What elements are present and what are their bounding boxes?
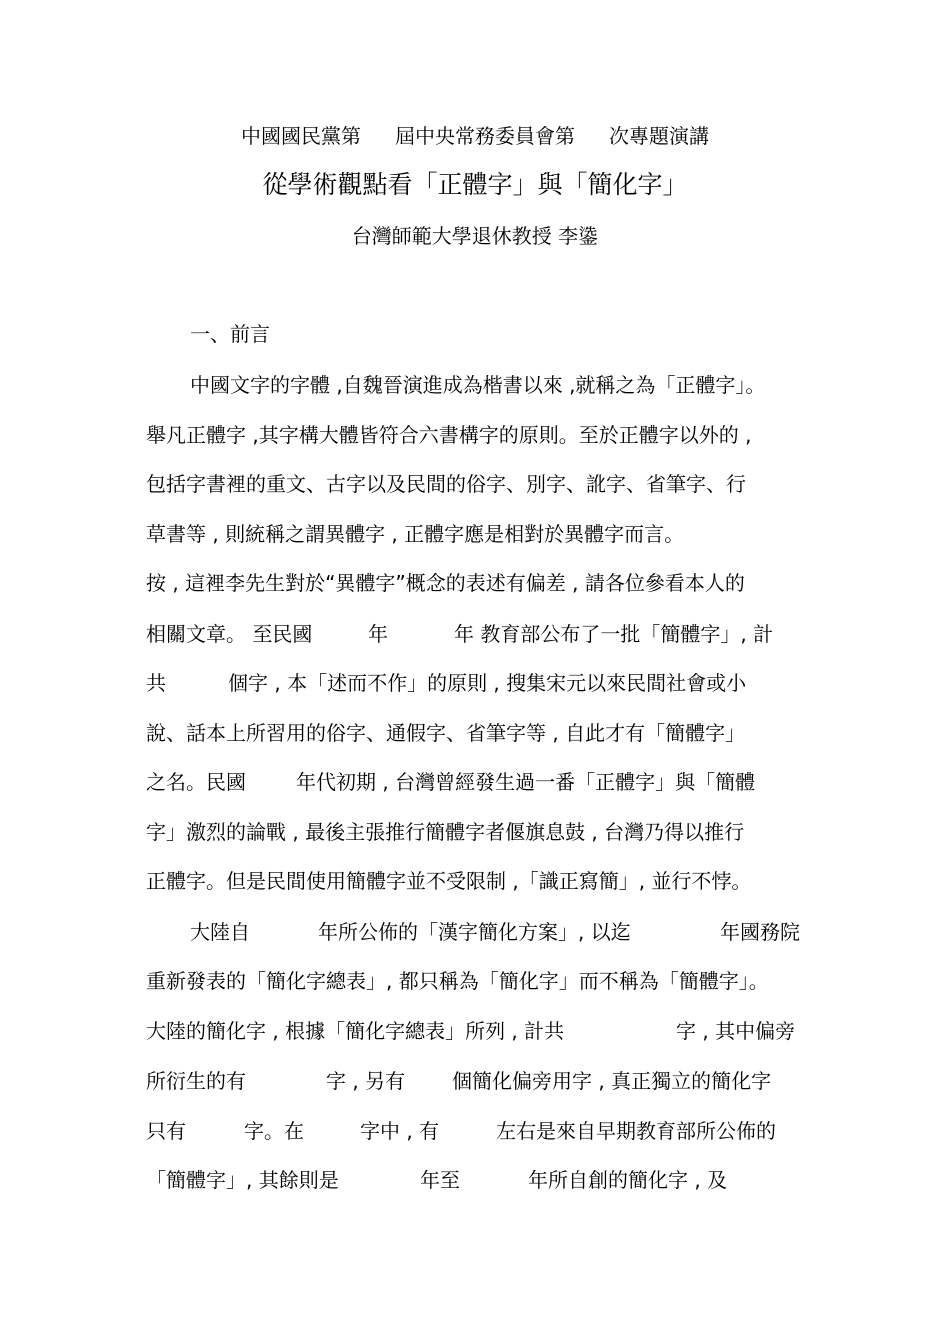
section-heading: 一、前言 [190,322,270,346]
text-segment: 年至 [420,1168,460,1192]
heading-part-3: 次專題演講 [609,124,709,148]
author-line: 台灣師範大學退休教授 李鍌 [351,224,599,248]
heading-part-1: 中國國民黨第 [241,124,361,148]
body-line [146,520,684,548]
text-segment: 年國務院 [720,920,800,944]
text-segment: 相關文章。 至民國 [146,622,313,646]
text-segment: 個字 , 本「述而不作」的原則 , 搜集宋元以來民間社會或小 [228,671,747,695]
lecture-heading [0,122,950,150]
text-segment: 左右是來自早期教育部所公佈的 [496,1119,776,1143]
document-title: 從學術觀點看「正體字」與「簡化字」 [262,170,688,199]
text-segment: 重新發表的「簡化字總表」, 都只稱為「簡化字」而不稱為「簡體字」。 [146,969,769,993]
text-segment: 所衍生的有 [146,1069,246,1093]
heading-part-2: 屆中央常務委員會第 [395,124,575,148]
body-line [146,620,312,648]
text-segment: 字 , 另有 [326,1069,406,1093]
text-segment: 年 教育部公布了一批「簡體字」, 計 [454,622,774,646]
text-segment: 草書等 , 則統稱之謂異體字 , 正體字應是相對於異體字而言。 [146,522,685,546]
body-line [146,569,745,597]
body-line [190,371,765,399]
text-segment: 正體字。但是民間使用簡體字並不受限制 ,「識正寫簡」, 並行不悖。 [146,869,752,893]
text-segment: 年所公佈的「漢字簡化方案」, 以迄 [318,920,631,944]
text-segment: 年代初期 , 台灣曾經發生過一番「正體字」與「簡體 [296,770,756,794]
text-segment: 中國文字的字體 ,自魏晉演進成為楷書以來 ,就稱之為「正體字」。 [190,373,766,397]
text-segment: 只有 [146,1119,186,1143]
text-segment: 按 , 這裡李先生對於“異體字”概念的表述有偏差 , 請各位參看本人的 [146,571,745,595]
text-segment: 包括字書裡的重文、古字以及民間的俗字、別字、訛字、省筆字、行 [146,472,746,496]
text-segment: 字中 , 有 [360,1119,440,1143]
text-segment: 字 , 其中偏旁 [676,1019,796,1043]
text-segment: 說、話本上所習用的俗字、通假字、省筆字等 , 自此才有「簡體字」 [146,721,746,745]
body-line [146,421,751,449]
text-segment: 年 [368,622,388,646]
text-segment: 「簡體字」, 其餘則是 [146,1168,339,1192]
text-segment: 大陸的簡化字 , 根據「簡化字總表」所列 , 計共 [146,1019,565,1043]
text-segment: 字。在 [244,1119,304,1143]
text-segment: 舉凡正體字 ,其字構大體皆符合六書構字的原則。至於正體字以外的 , [146,423,752,447]
text-segment: 年所自創的簡化字 , 及 [528,1168,728,1192]
text-segment: 大陸自 [190,920,250,944]
text-segment: 之名。民國 [146,770,246,794]
body-line [146,470,746,498]
text-segment: 字」激烈的論戰 , 最後主張推行簡體字者偃旗息鼓 , 台灣乃得以推行 [146,820,745,844]
text-segment: 共 [146,671,166,695]
text-segment: 個簡化偏旁用字 , 真正獨立的簡化字 [452,1069,772,1093]
